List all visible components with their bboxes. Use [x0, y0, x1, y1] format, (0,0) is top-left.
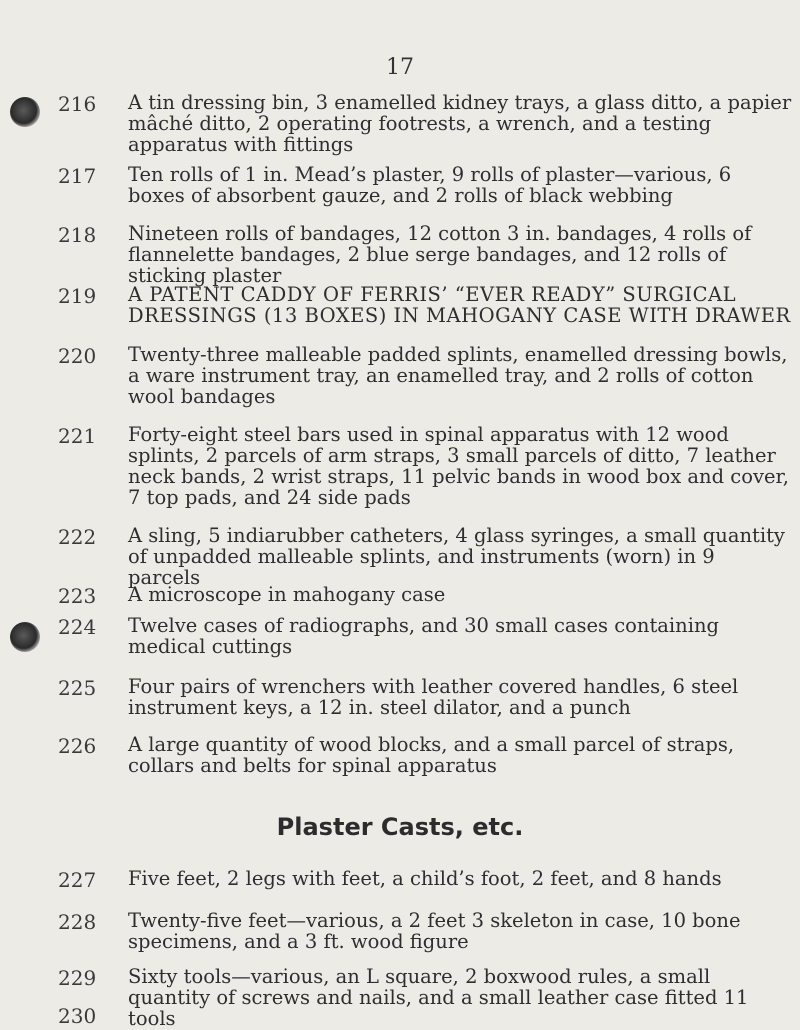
lot-number: 219: [58, 284, 97, 308]
punch-hole-bottom: [10, 622, 40, 652]
lot-number: 216: [58, 92, 97, 116]
lot-number: 224: [58, 615, 97, 639]
lot-description: Forty-eight steel bars used in spinal apparatus with 12 wood splints, 2 parcels of arm straps, 3 small parcels of ditto, 7 leather neck bands, 2 wrist straps, 11 pelvic bands in wood box and cover, 7 top pads, and 24 side pads: [128, 423, 789, 509]
lot-description: Nineteen rolls of bandages, 12 cotton 3 in. bandages, 4 rolls of flannelette bandages, 2 blue serge bandages, and 12 rolls of sticking plaster: [128, 222, 752, 287]
lot-number: 220: [58, 344, 97, 368]
lot-description: Four pairs of wrenchers with leather covered handles, 6 steel instrument keys, a 12 in. steel dilator, and a punch: [128, 675, 739, 719]
lot-description: Ten rolls of 1 in. Mead’s plaster, 9 rolls of plaster—various, 6 boxes of absorbent gauze, and 2 rolls of black webbing: [128, 163, 732, 207]
lot-description: Twelve cases of radiographs, and 30 small cases containing medical cuttings: [128, 614, 719, 658]
lot-number: 228: [58, 910, 97, 934]
lot-number: 225: [58, 676, 97, 700]
lot-number: 222: [58, 525, 97, 549]
lot-description: A large quantity of wood blocks, and a small parcel of straps, collars and belts for spinal apparatus: [128, 733, 735, 777]
section-heading: Plaster Casts, etc.: [276, 813, 524, 841]
lot-number: 218: [58, 223, 97, 247]
lot-description: A PATENT CADDY OF FERRIS’ “EVER READY” SURGICAL DRESSINGS (13 BOXES) IN MAHOGANY CASE WITH DRAWER: [128, 283, 791, 327]
lot-description: Twenty-five feet—various, a 2 feet 3 skeleton in case, 10 bone specimens, and a 3 ft. wood figure: [128, 909, 741, 953]
lot-number: 230: [58, 1004, 97, 1028]
lot-number: 217: [58, 164, 97, 188]
lot-number: 229: [58, 966, 97, 990]
lot-description: A sling, 5 indiarubber catheters, 4 glass syringes, a small quantity of unpadded malleable splints, and instruments (worn) in 9 parcels: [128, 524, 785, 589]
lot-number: 226: [58, 734, 97, 758]
lot-description: A microscope in mahogany case: [128, 583, 446, 606]
punch-hole-top: [10, 97, 40, 127]
page-number: 17: [386, 55, 414, 80]
lot-description: A tin dressing bin, 3 enamelled kidney trays, a glass ditto, a papier mâché ditto, 2 operating footrests, a wrench, and a testing apparatus with fittings: [128, 91, 792, 156]
lot-description: Sixty tools—various, an L square, 2 boxwood rules, a small quantity of screws and nails, and a small leather case fitted 11 tools: [128, 965, 749, 1030]
lot-description: Twenty-three malleable padded splints, enamelled dressing bowls, a ware instrument tray, an enamelled tray, and 2 rolls of cotton wool bandages: [128, 343, 788, 408]
lot-description: Five feet, 2 legs with feet, a child’s foot, 2 feet, and 8 hands: [128, 867, 722, 890]
lot-number: 221: [58, 424, 97, 448]
lot-number: 223: [58, 584, 97, 608]
lot-number: 227: [58, 868, 97, 892]
